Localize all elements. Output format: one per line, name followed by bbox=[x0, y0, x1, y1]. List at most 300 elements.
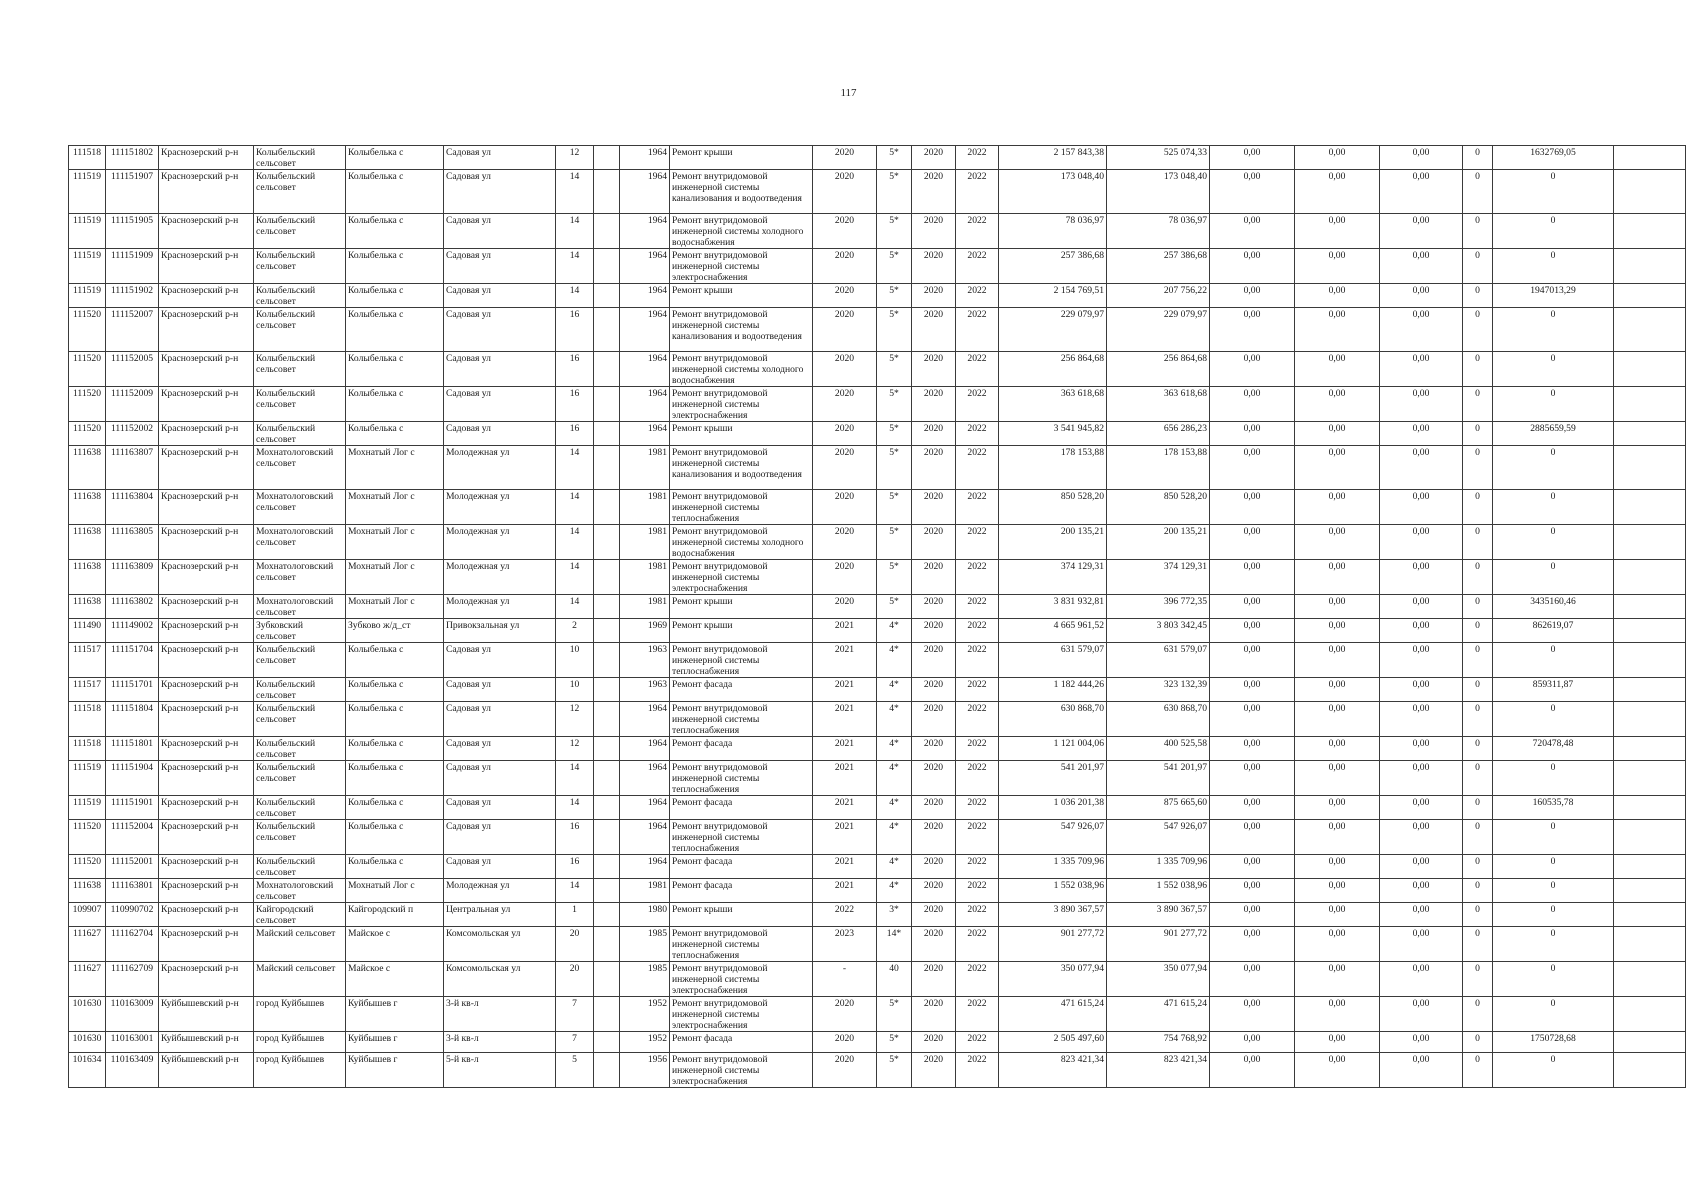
cell-house-number: 14 bbox=[556, 284, 594, 308]
cell-year-built: 1964 bbox=[620, 855, 670, 879]
cell-building bbox=[594, 927, 620, 962]
cell-owners-amount: 0 bbox=[1493, 387, 1614, 422]
cell-priority: 5* bbox=[877, 352, 912, 387]
table-row bbox=[69, 490, 1686, 525]
cell-budget-local: 0,00 bbox=[1380, 387, 1463, 422]
cell-building bbox=[594, 595, 620, 619]
cell-budget-regional: 0,00 bbox=[1295, 422, 1380, 446]
cell-fund-amount: 471 615,24 bbox=[1107, 997, 1210, 1032]
cell-priority: 4* bbox=[877, 678, 912, 702]
cell-total-cost: 823 421,34 bbox=[999, 1053, 1107, 1088]
table-row bbox=[69, 820, 1686, 855]
cell-district: Куйбышевский р-н bbox=[159, 1032, 254, 1053]
cell-settlement: Колыбелька с bbox=[346, 761, 444, 796]
cell-plan-year: 2023 bbox=[813, 927, 877, 962]
cell-fund-amount: 400 525,58 bbox=[1107, 737, 1210, 761]
cell-budget-local: 0,00 bbox=[1380, 927, 1463, 962]
cell-end-year: 2022 bbox=[956, 737, 999, 761]
cell-note bbox=[1614, 284, 1686, 308]
cell-budget-regional: 0,00 bbox=[1295, 387, 1380, 422]
cell-house-id: 111520 bbox=[69, 387, 106, 422]
cell-building bbox=[594, 1053, 620, 1088]
table-row bbox=[69, 903, 1686, 927]
cell-end-year: 2022 bbox=[956, 1053, 999, 1088]
cell-end-year: 2022 bbox=[956, 284, 999, 308]
cell-start-year: 2020 bbox=[912, 1053, 956, 1088]
cell-district: Краснозерский р-н bbox=[159, 284, 254, 308]
cell-work-type: Ремонт внутридомовой инженерной системы электроснабжения bbox=[670, 997, 813, 1032]
cell-end-year: 2022 bbox=[956, 879, 999, 903]
cell-fund-amount: 754 768,92 bbox=[1107, 1032, 1210, 1053]
cell-plan-year: 2021 bbox=[813, 761, 877, 796]
cell-house-number: 14 bbox=[556, 761, 594, 796]
cell-plan-year: 2021 bbox=[813, 678, 877, 702]
cell-year-built: 1980 bbox=[620, 903, 670, 927]
cell-total-cost: 3 541 945,82 bbox=[999, 422, 1107, 446]
cell-budget-regional: 0,00 bbox=[1295, 284, 1380, 308]
cell-house-id: 111518 bbox=[69, 702, 106, 737]
cell-district: Краснозерский р-н bbox=[159, 352, 254, 387]
cell-house-number: 14 bbox=[556, 879, 594, 903]
cell-budget-local: 0,00 bbox=[1380, 962, 1463, 997]
repair-register-table bbox=[68, 145, 1686, 1088]
cell-total-cost: 471 615,24 bbox=[999, 997, 1107, 1032]
cell-budget-regional: 0,00 bbox=[1295, 855, 1380, 879]
cell-street: 3-й кв-л bbox=[444, 1032, 556, 1053]
cell-fund-amount: 323 132,39 bbox=[1107, 678, 1210, 702]
cell-budget-regional: 0,00 bbox=[1295, 643, 1380, 678]
cell-budget-regional: 0,00 bbox=[1295, 962, 1380, 997]
cell-budget-local: 0,00 bbox=[1380, 352, 1463, 387]
cell-street: Садовая ул bbox=[444, 761, 556, 796]
cell-street: Центральная ул bbox=[444, 903, 556, 927]
cell-work-type: Ремонт фасада bbox=[670, 855, 813, 879]
cell-year-built: 1964 bbox=[620, 387, 670, 422]
cell-house-id: 111520 bbox=[69, 422, 106, 446]
cell-house-number: 12 bbox=[556, 737, 594, 761]
cell-work-type: Ремонт фасада bbox=[670, 796, 813, 820]
cell-work-id: 111163809 bbox=[106, 560, 159, 595]
cell-house-number: 14 bbox=[556, 796, 594, 820]
cell-year-built: 1981 bbox=[620, 446, 670, 490]
cell-district: Краснозерский р-н bbox=[159, 214, 254, 249]
cell-settlement: Куйбышев г bbox=[346, 1032, 444, 1053]
cell-work-id: 111151802 bbox=[106, 146, 159, 170]
cell-fund-amount: 541 201,97 bbox=[1107, 761, 1210, 796]
cell-owners-flag: 0 bbox=[1463, 927, 1493, 962]
cell-end-year: 2022 bbox=[956, 927, 999, 962]
cell-note bbox=[1614, 1053, 1686, 1088]
cell-owners-amount: 0 bbox=[1493, 820, 1614, 855]
cell-house-id: 111519 bbox=[69, 761, 106, 796]
cell-owners-flag: 0 bbox=[1463, 737, 1493, 761]
cell-plan-year: 2021 bbox=[813, 879, 877, 903]
table-row bbox=[69, 352, 1686, 387]
cell-budget-federal: 0,00 bbox=[1210, 422, 1295, 446]
table-row bbox=[69, 1032, 1686, 1053]
cell-owners-flag: 0 bbox=[1463, 352, 1493, 387]
cell-note bbox=[1614, 903, 1686, 927]
cell-work-type: Ремонт внутридомовой инженерной системы канализования и водоотведения bbox=[670, 308, 813, 352]
cell-start-year: 2020 bbox=[912, 643, 956, 678]
cell-house-id: 111518 bbox=[69, 146, 106, 170]
cell-work-id: 111151909 bbox=[106, 249, 159, 284]
cell-fund-amount: 256 864,68 bbox=[1107, 352, 1210, 387]
cell-budget-regional: 0,00 bbox=[1295, 1053, 1380, 1088]
cell-owners-flag: 0 bbox=[1463, 820, 1493, 855]
cell-year-built: 1981 bbox=[620, 525, 670, 560]
cell-owners-flag: 0 bbox=[1463, 560, 1493, 595]
cell-start-year: 2020 bbox=[912, 619, 956, 643]
cell-year-built: 1963 bbox=[620, 678, 670, 702]
cell-start-year: 2020 bbox=[912, 284, 956, 308]
cell-house-number: 14 bbox=[556, 249, 594, 284]
cell-year-built: 1964 bbox=[620, 249, 670, 284]
cell-building bbox=[594, 422, 620, 446]
cell-owners-amount: 720478,48 bbox=[1493, 737, 1614, 761]
cell-priority: 5* bbox=[877, 560, 912, 595]
cell-year-built: 1981 bbox=[620, 879, 670, 903]
cell-municipality: Колыбельский сельсовет bbox=[254, 352, 346, 387]
cell-settlement: Колыбелька с bbox=[346, 678, 444, 702]
cell-fund-amount: 656 286,23 bbox=[1107, 422, 1210, 446]
cell-note bbox=[1614, 214, 1686, 249]
cell-end-year: 2022 bbox=[956, 249, 999, 284]
cell-owners-amount: 0 bbox=[1493, 560, 1614, 595]
cell-fund-amount: 200 135,21 bbox=[1107, 525, 1210, 560]
cell-year-built: 1964 bbox=[620, 170, 670, 214]
cell-year-built: 1981 bbox=[620, 560, 670, 595]
cell-municipality: Зубковский сельсовет bbox=[254, 619, 346, 643]
cell-budget-regional: 0,00 bbox=[1295, 927, 1380, 962]
table-row bbox=[69, 146, 1686, 170]
cell-budget-federal: 0,00 bbox=[1210, 595, 1295, 619]
cell-owners-flag: 0 bbox=[1463, 796, 1493, 820]
cell-total-cost: 350 077,94 bbox=[999, 962, 1107, 997]
cell-house-id: 111520 bbox=[69, 352, 106, 387]
cell-street: Садовая ул bbox=[444, 855, 556, 879]
cell-street: Садовая ул bbox=[444, 308, 556, 352]
cell-year-built: 1964 bbox=[620, 702, 670, 737]
cell-building bbox=[594, 249, 620, 284]
cell-building bbox=[594, 643, 620, 678]
cell-house-id: 111520 bbox=[69, 308, 106, 352]
cell-plan-year: 2020 bbox=[813, 997, 877, 1032]
cell-district: Краснозерский р-н bbox=[159, 619, 254, 643]
cell-work-id: 111151907 bbox=[106, 170, 159, 214]
cell-budget-federal: 0,00 bbox=[1210, 170, 1295, 214]
cell-budget-regional: 0,00 bbox=[1295, 761, 1380, 796]
cell-work-type: Ремонт внутридомовой инженерной системы канализования и водоотведения bbox=[670, 446, 813, 490]
cell-work-id: 111152002 bbox=[106, 422, 159, 446]
cell-municipality: Кайгородский сельсовет bbox=[254, 903, 346, 927]
cell-building bbox=[594, 879, 620, 903]
cell-owners-flag: 0 bbox=[1463, 446, 1493, 490]
cell-work-id: 111151801 bbox=[106, 737, 159, 761]
cell-house-number: 14 bbox=[556, 490, 594, 525]
cell-work-type: Ремонт внутридомовой инженерной системы теплоснабжения bbox=[670, 490, 813, 525]
cell-house-id: 111519 bbox=[69, 249, 106, 284]
cell-work-id: 111163805 bbox=[106, 525, 159, 560]
table-row bbox=[69, 387, 1686, 422]
cell-work-type: Ремонт внутридомовой инженерной системы холодного водоснабжения bbox=[670, 214, 813, 249]
cell-end-year: 2022 bbox=[956, 678, 999, 702]
cell-year-built: 1952 bbox=[620, 997, 670, 1032]
cell-budget-local: 0,00 bbox=[1380, 619, 1463, 643]
cell-total-cost: 901 277,72 bbox=[999, 927, 1107, 962]
cell-district: Краснозерский р-н bbox=[159, 820, 254, 855]
cell-priority: 4* bbox=[877, 761, 912, 796]
cell-house-number: 14 bbox=[556, 595, 594, 619]
cell-start-year: 2020 bbox=[912, 146, 956, 170]
cell-municipality: Мохнатологовский сельсовет bbox=[254, 525, 346, 560]
cell-budget-local: 0,00 bbox=[1380, 560, 1463, 595]
cell-district: Краснозерский р-н bbox=[159, 761, 254, 796]
cell-house-id: 111638 bbox=[69, 595, 106, 619]
cell-owners-amount: 859311,87 bbox=[1493, 678, 1614, 702]
cell-start-year: 2020 bbox=[912, 422, 956, 446]
cell-municipality: Мохнатологовский сельсовет bbox=[254, 560, 346, 595]
cell-plan-year: 2020 bbox=[813, 422, 877, 446]
cell-owners-amount: 1632769,05 bbox=[1493, 146, 1614, 170]
cell-fund-amount: 631 579,07 bbox=[1107, 643, 1210, 678]
cell-plan-year: 2020 bbox=[813, 560, 877, 595]
cell-end-year: 2022 bbox=[956, 796, 999, 820]
cell-settlement: Мохнатый Лог с bbox=[346, 525, 444, 560]
cell-street: Садовая ул bbox=[444, 702, 556, 737]
cell-start-year: 2020 bbox=[912, 820, 956, 855]
cell-street: Комсомольская ул bbox=[444, 962, 556, 997]
cell-owners-amount: 0 bbox=[1493, 170, 1614, 214]
cell-house-id: 111638 bbox=[69, 490, 106, 525]
cell-building bbox=[594, 820, 620, 855]
cell-budget-local: 0,00 bbox=[1380, 855, 1463, 879]
cell-work-type: Ремонт внутридомовой инженерной системы электроснабжения bbox=[670, 249, 813, 284]
cell-note bbox=[1614, 595, 1686, 619]
cell-municipality: Колыбельский сельсовет bbox=[254, 422, 346, 446]
cell-owners-flag: 0 bbox=[1463, 525, 1493, 560]
cell-budget-local: 0,00 bbox=[1380, 422, 1463, 446]
cell-start-year: 2020 bbox=[912, 214, 956, 249]
cell-owners-amount: 0 bbox=[1493, 308, 1614, 352]
cell-plan-year: 2020 bbox=[813, 308, 877, 352]
cell-start-year: 2020 bbox=[912, 308, 956, 352]
cell-priority: 40 bbox=[877, 962, 912, 997]
table-row bbox=[69, 962, 1686, 997]
cell-total-cost: 256 864,68 bbox=[999, 352, 1107, 387]
cell-district: Краснозерский р-н bbox=[159, 249, 254, 284]
cell-owners-flag: 0 bbox=[1463, 490, 1493, 525]
cell-street: Садовая ул bbox=[444, 796, 556, 820]
cell-note bbox=[1614, 678, 1686, 702]
cell-work-type: Ремонт крыши bbox=[670, 146, 813, 170]
cell-budget-federal: 0,00 bbox=[1210, 643, 1295, 678]
cell-work-type: Ремонт крыши bbox=[670, 595, 813, 619]
cell-budget-local: 0,00 bbox=[1380, 737, 1463, 761]
cell-owners-amount: 160535,78 bbox=[1493, 796, 1614, 820]
cell-end-year: 2022 bbox=[956, 595, 999, 619]
cell-total-cost: 1 036 201,38 bbox=[999, 796, 1107, 820]
cell-note bbox=[1614, 387, 1686, 422]
cell-work-id: 111163801 bbox=[106, 879, 159, 903]
cell-fund-amount: 875 665,60 bbox=[1107, 796, 1210, 820]
cell-settlement: Мохнатый Лог с bbox=[346, 446, 444, 490]
cell-priority: 4* bbox=[877, 702, 912, 737]
cell-house-id: 111638 bbox=[69, 525, 106, 560]
cell-work-id: 111149002 bbox=[106, 619, 159, 643]
cell-priority: 5* bbox=[877, 422, 912, 446]
cell-settlement: Колыбелька с bbox=[346, 387, 444, 422]
cell-owners-amount: 0 bbox=[1493, 702, 1614, 737]
cell-note bbox=[1614, 170, 1686, 214]
cell-district: Краснозерский р-н bbox=[159, 855, 254, 879]
cell-owners-amount: 1750728,68 bbox=[1493, 1032, 1614, 1053]
cell-budget-local: 0,00 bbox=[1380, 678, 1463, 702]
cell-owners-flag: 0 bbox=[1463, 879, 1493, 903]
cell-municipality: Колыбельский сельсовет bbox=[254, 643, 346, 678]
cell-priority: 5* bbox=[877, 170, 912, 214]
cell-year-built: 1964 bbox=[620, 284, 670, 308]
cell-work-type: Ремонт крыши bbox=[670, 422, 813, 446]
table-row bbox=[69, 796, 1686, 820]
cell-building bbox=[594, 170, 620, 214]
cell-work-type: Ремонт внутридомовой инженерной системы холодного водоснабжения bbox=[670, 525, 813, 560]
cell-owners-amount: 862619,07 bbox=[1493, 619, 1614, 643]
cell-end-year: 2022 bbox=[956, 962, 999, 997]
cell-settlement: Колыбелька с bbox=[346, 855, 444, 879]
cell-priority: 5* bbox=[877, 308, 912, 352]
cell-fund-amount: 525 074,33 bbox=[1107, 146, 1210, 170]
cell-street: Садовая ул bbox=[444, 643, 556, 678]
cell-total-cost: 78 036,97 bbox=[999, 214, 1107, 249]
cell-house-id: 101630 bbox=[69, 997, 106, 1032]
cell-budget-regional: 0,00 bbox=[1295, 820, 1380, 855]
cell-fund-amount: 1 552 038,96 bbox=[1107, 879, 1210, 903]
cell-owners-amount: 0 bbox=[1493, 249, 1614, 284]
cell-budget-local: 0,00 bbox=[1380, 997, 1463, 1032]
cell-building bbox=[594, 146, 620, 170]
cell-budget-federal: 0,00 bbox=[1210, 308, 1295, 352]
cell-note bbox=[1614, 308, 1686, 352]
cell-street: Садовая ул bbox=[444, 422, 556, 446]
cell-budget-regional: 0,00 bbox=[1295, 352, 1380, 387]
cell-budget-local: 0,00 bbox=[1380, 796, 1463, 820]
cell-settlement: Куйбышев г bbox=[346, 997, 444, 1032]
cell-work-id: 111163804 bbox=[106, 490, 159, 525]
cell-fund-amount: 850 528,20 bbox=[1107, 490, 1210, 525]
cell-house-id: 111517 bbox=[69, 678, 106, 702]
cell-note bbox=[1614, 490, 1686, 525]
cell-budget-local: 0,00 bbox=[1380, 446, 1463, 490]
cell-total-cost: 2 157 843,38 bbox=[999, 146, 1107, 170]
cell-plan-year: 2020 bbox=[813, 525, 877, 560]
cell-street: Садовая ул bbox=[444, 352, 556, 387]
cell-priority: 5* bbox=[877, 595, 912, 619]
cell-plan-year: 2022 bbox=[813, 903, 877, 927]
cell-settlement: Майское с bbox=[346, 962, 444, 997]
table-row bbox=[69, 525, 1686, 560]
cell-street: Садовая ул bbox=[444, 387, 556, 422]
cell-municipality: Колыбельский сельсовет bbox=[254, 284, 346, 308]
cell-owners-flag: 0 bbox=[1463, 422, 1493, 446]
cell-note bbox=[1614, 1032, 1686, 1053]
cell-fund-amount: 3 890 367,57 bbox=[1107, 903, 1210, 927]
cell-priority: 14* bbox=[877, 927, 912, 962]
cell-total-cost: 630 868,70 bbox=[999, 702, 1107, 737]
cell-work-id: 111162709 bbox=[106, 962, 159, 997]
cell-year-built: 1964 bbox=[620, 214, 670, 249]
cell-total-cost: 3 890 367,57 bbox=[999, 903, 1107, 927]
cell-house-number: 20 bbox=[556, 927, 594, 962]
cell-total-cost: 1 552 038,96 bbox=[999, 879, 1107, 903]
cell-budget-federal: 0,00 bbox=[1210, 352, 1295, 387]
cell-note bbox=[1614, 879, 1686, 903]
table-row bbox=[69, 170, 1686, 214]
cell-plan-year: 2021 bbox=[813, 737, 877, 761]
cell-house-id: 111519 bbox=[69, 796, 106, 820]
cell-year-built: 1981 bbox=[620, 490, 670, 525]
cell-priority: 5* bbox=[877, 997, 912, 1032]
cell-end-year: 2022 bbox=[956, 997, 999, 1032]
cell-start-year: 2020 bbox=[912, 855, 956, 879]
cell-fund-amount: 3 803 342,45 bbox=[1107, 619, 1210, 643]
table-row bbox=[69, 214, 1686, 249]
cell-owners-amount: 0 bbox=[1493, 855, 1614, 879]
cell-end-year: 2022 bbox=[956, 702, 999, 737]
cell-work-type: Ремонт внутридомовой инженерной системы электроснабжения bbox=[670, 1053, 813, 1088]
cell-house-id: 109907 bbox=[69, 903, 106, 927]
cell-fund-amount: 350 077,94 bbox=[1107, 962, 1210, 997]
cell-budget-federal: 0,00 bbox=[1210, 737, 1295, 761]
cell-work-id: 111163802 bbox=[106, 595, 159, 619]
cell-budget-federal: 0,00 bbox=[1210, 1053, 1295, 1088]
cell-work-type: Ремонт внутридомовой инженерной системы холодного водоснабжения bbox=[670, 352, 813, 387]
cell-building bbox=[594, 619, 620, 643]
cell-plan-year: 2020 bbox=[813, 446, 877, 490]
cell-plan-year: 2021 bbox=[813, 796, 877, 820]
cell-house-number: 16 bbox=[556, 387, 594, 422]
cell-building bbox=[594, 903, 620, 927]
cell-note bbox=[1614, 560, 1686, 595]
cell-budget-regional: 0,00 bbox=[1295, 560, 1380, 595]
cell-note bbox=[1614, 643, 1686, 678]
cell-plan-year: 2020 bbox=[813, 249, 877, 284]
cell-municipality: Колыбельский сельсовет bbox=[254, 678, 346, 702]
cell-total-cost: 547 926,07 bbox=[999, 820, 1107, 855]
cell-work-type: Ремонт фасада bbox=[670, 879, 813, 903]
cell-start-year: 2020 bbox=[912, 737, 956, 761]
cell-work-id: 111151701 bbox=[106, 678, 159, 702]
cell-budget-regional: 0,00 bbox=[1295, 737, 1380, 761]
cell-house-id: 111638 bbox=[69, 879, 106, 903]
cell-budget-federal: 0,00 bbox=[1210, 1032, 1295, 1053]
cell-budget-regional: 0,00 bbox=[1295, 249, 1380, 284]
cell-start-year: 2020 bbox=[912, 678, 956, 702]
cell-house-number: 7 bbox=[556, 997, 594, 1032]
cell-district: Краснозерский р-н bbox=[159, 308, 254, 352]
cell-start-year: 2020 bbox=[912, 927, 956, 962]
cell-settlement: Мохнатый Лог с bbox=[346, 560, 444, 595]
cell-settlement: Колыбелька с bbox=[346, 284, 444, 308]
cell-budget-federal: 0,00 bbox=[1210, 820, 1295, 855]
cell-work-id: 111151704 bbox=[106, 643, 159, 678]
cell-budget-federal: 0,00 bbox=[1210, 525, 1295, 560]
cell-work-id: 111152004 bbox=[106, 820, 159, 855]
cell-total-cost: 1 335 709,96 bbox=[999, 855, 1107, 879]
cell-owners-amount: 1947013,29 bbox=[1493, 284, 1614, 308]
cell-owners-amount: 0 bbox=[1493, 446, 1614, 490]
cell-note bbox=[1614, 702, 1686, 737]
